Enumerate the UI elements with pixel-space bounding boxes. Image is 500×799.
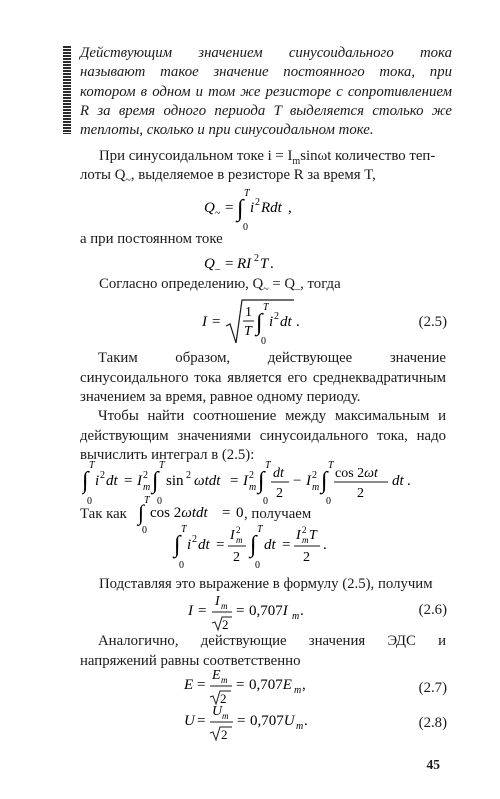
- svg-text:2: 2: [233, 550, 240, 565]
- svg-text:=: =: [236, 603, 245, 619]
- svg-text:,: ,: [288, 200, 292, 216]
- equation-heat-ac: [200, 186, 320, 236]
- svg-text:=: =: [124, 473, 133, 489]
- svg-text:U: U: [184, 713, 195, 729]
- svg-text:=: =: [282, 537, 291, 553]
- svg-text:∫: ∫: [152, 468, 159, 494]
- svg-text:m: m: [221, 675, 228, 685]
- svg-text:dt: dt: [392, 473, 404, 489]
- svg-text:E: E: [212, 668, 221, 683]
- svg-text:i: i: [269, 314, 274, 330]
- svg-text:m: m: [249, 482, 257, 493]
- svg-text:.: .: [323, 537, 327, 553]
- paragraph-line: а при постоянном токе: [80, 231, 223, 247]
- svg-text:cos 2ωt: cos 2ωt: [335, 466, 378, 481]
- equation-2-8: [180, 701, 330, 745]
- svg-text:=: =: [225, 200, 234, 216]
- paragraph: Таким образом, действующее значение синусоидального тока является его среднеквадратичным значением за время, равное одному периоду.: [80, 350, 446, 406]
- svg-text:=: =: [197, 677, 206, 693]
- svg-text:=: =: [197, 713, 206, 729]
- svg-text:–: –: [215, 264, 220, 275]
- svg-text:T: T: [260, 256, 269, 272]
- svg-text:i: i: [95, 473, 100, 489]
- svg-text:0,707U: 0,707U: [250, 713, 295, 729]
- svg-text:cos 2ωtdt: cos 2ωtdt: [150, 505, 208, 521]
- svg-text:dt: dt: [198, 537, 210, 553]
- svg-text:I: I: [296, 528, 301, 543]
- svg-text:.: .: [304, 713, 308, 729]
- paragraph: Аналогично, действующие значения ЭДС и напряжений равны соответственно: [80, 633, 446, 669]
- svg-text:0: 0: [261, 336, 266, 347]
- svg-text:=: =: [236, 677, 245, 693]
- svg-text:T: T: [257, 524, 263, 535]
- svg-text:T: T: [265, 460, 271, 471]
- svg-text:~: ~: [215, 208, 221, 219]
- paragraph: Чтобы найти соотношение между максимальным и действующим значениями синусоидального тока, надо вычислить интеграл в (2.5):: [80, 408, 446, 464]
- paragraph-line: Согласно определению, $Q_\sim = Q_-$, тогда: [99, 276, 341, 295]
- svg-text:0: 0: [157, 496, 162, 507]
- svg-text:−: −: [293, 473, 302, 489]
- svg-text:m: m: [221, 601, 228, 611]
- svg-text:=: =: [230, 473, 239, 489]
- svg-text:0: 0: [263, 496, 268, 507]
- svg-text:2: 2: [255, 197, 260, 208]
- svg-text:dt: dt: [280, 314, 292, 330]
- svg-text:0: 0: [87, 496, 92, 507]
- svg-text:dt: dt: [264, 537, 276, 553]
- svg-text:I: I: [230, 528, 235, 543]
- svg-text:0,707I: 0,707I: [249, 603, 288, 619]
- svg-text:0: 0: [326, 496, 331, 507]
- svg-text:2: 2: [254, 253, 259, 264]
- paragraph-line: При синусоидальном токе $i = I_m\sin\omega t$ количество теп-: [99, 148, 436, 167]
- svg-text:Rdt: Rdt: [261, 200, 282, 216]
- svg-text:T: T: [244, 188, 250, 199]
- svg-text:I: I: [188, 603, 193, 619]
- svg-text:∫: ∫: [256, 310, 263, 336]
- svg-text:∫: ∫: [250, 532, 257, 558]
- svg-text:2: 2: [222, 617, 229, 632]
- svg-text:.: .: [270, 256, 274, 272]
- svg-text:2: 2: [221, 727, 228, 742]
- svg-text:=: =: [225, 256, 234, 272]
- svg-text:sin: sin: [166, 473, 184, 489]
- paragraph-line: Подставляя это выражение в формулу (2.5), получим: [99, 576, 433, 592]
- paragraph-line: Так как: [80, 506, 127, 522]
- svg-text:=: =: [216, 537, 225, 553]
- svg-text:RI: RI: [237, 256, 252, 272]
- svg-text:0: 0: [236, 505, 244, 521]
- svg-text:T: T: [159, 460, 165, 471]
- svg-text:I: I: [243, 473, 248, 489]
- svg-text:2: 2: [100, 470, 105, 481]
- equation-number: (2.8): [418, 715, 447, 731]
- svg-text:∫: ∫: [138, 500, 145, 525]
- svg-text:.: .: [296, 314, 300, 330]
- equation-integral-result: [172, 522, 342, 572]
- svg-text:1: 1: [245, 305, 252, 320]
- svg-text:m: m: [222, 711, 229, 721]
- svg-text:m: m: [143, 482, 151, 493]
- svg-text:0: 0: [255, 560, 260, 571]
- equation-number: (2.5): [418, 314, 447, 330]
- svg-text:T: T: [309, 528, 317, 543]
- equation-2-5: [198, 296, 328, 348]
- svg-text:=: =: [198, 603, 207, 619]
- svg-text:dt: dt: [273, 466, 284, 481]
- svg-text:2: 2: [249, 470, 254, 481]
- svg-text:2: 2: [276, 486, 283, 501]
- svg-text:i: i: [250, 200, 255, 216]
- definition-text: Действующим значением синусоидального тока называют такое значение постоянного тока, при котором в одном и том же резисторе с сопротивлением R за время одного периода T выделяется столько же теплоты, сколько и при синусоидальном токе.: [80, 45, 452, 139]
- svg-text:I: I: [137, 473, 142, 489]
- paragraph-line: , получаем: [244, 506, 312, 522]
- svg-text:T: T: [328, 460, 334, 471]
- svg-text:Q: Q: [204, 200, 215, 216]
- svg-text:2: 2: [302, 525, 307, 535]
- svg-text:I: I: [202, 314, 207, 330]
- svg-text:0: 0: [243, 222, 248, 233]
- svg-text:2: 2: [236, 525, 241, 535]
- svg-text:.: .: [300, 603, 304, 619]
- equation-number: (2.6): [418, 602, 447, 618]
- page-number: 45: [426, 757, 440, 772]
- svg-text:2: 2: [357, 486, 364, 501]
- svg-text:2: 2: [303, 550, 310, 565]
- svg-text:m: m: [312, 482, 320, 493]
- svg-text:2: 2: [186, 470, 191, 481]
- svg-text:2: 2: [220, 691, 227, 706]
- svg-text:∫: ∫: [174, 532, 181, 558]
- svg-text:T: T: [244, 324, 252, 339]
- svg-text:ωtdt: ωtdt: [194, 473, 221, 489]
- svg-text:.: .: [407, 473, 411, 489]
- svg-text:m: m: [292, 611, 300, 622]
- svg-text:∫: ∫: [321, 468, 328, 494]
- svg-text:2: 2: [312, 470, 317, 481]
- svg-text:I: I: [306, 473, 311, 489]
- svg-text:Q: Q: [204, 256, 215, 272]
- svg-text:∫: ∫: [258, 468, 265, 494]
- svg-text:m: m: [302, 535, 309, 545]
- svg-text:0: 0: [179, 560, 184, 571]
- svg-text:2: 2: [192, 534, 197, 545]
- svg-text:T: T: [89, 460, 95, 471]
- svg-text:m: m: [236, 535, 243, 545]
- svg-text:=: =: [212, 314, 221, 330]
- svg-text:U: U: [212, 704, 223, 719]
- equation-number: (2.7): [418, 680, 447, 696]
- svg-text:,: ,: [302, 677, 306, 693]
- svg-text:2: 2: [274, 311, 279, 322]
- svg-text:i: i: [187, 537, 192, 553]
- svg-text:0,707E: 0,707E: [249, 677, 292, 693]
- svg-text:T: T: [144, 496, 150, 506]
- svg-text:T: T: [181, 524, 187, 535]
- svg-text:T: T: [263, 302, 269, 313]
- svg-text:I: I: [215, 594, 220, 609]
- svg-text:∫: ∫: [82, 468, 89, 494]
- svg-text:∫: ∫: [237, 196, 244, 222]
- equation-2-6: [184, 590, 324, 636]
- svg-text:dt: dt: [106, 473, 118, 489]
- paragraph-line: лоты $Q_\sim$, выделяемое в резисторе R за время T,: [80, 167, 376, 186]
- svg-text:2: 2: [143, 470, 148, 481]
- equation-heat-dc: [200, 250, 310, 276]
- svg-text:=: =: [237, 713, 246, 729]
- svg-text:m: m: [296, 721, 304, 732]
- svg-text:=: =: [222, 505, 231, 521]
- svg-text:0: 0: [142, 525, 147, 536]
- svg-text:E: E: [184, 677, 194, 693]
- svg-text:m: m: [294, 685, 302, 696]
- definition-marker: [63, 46, 71, 134]
